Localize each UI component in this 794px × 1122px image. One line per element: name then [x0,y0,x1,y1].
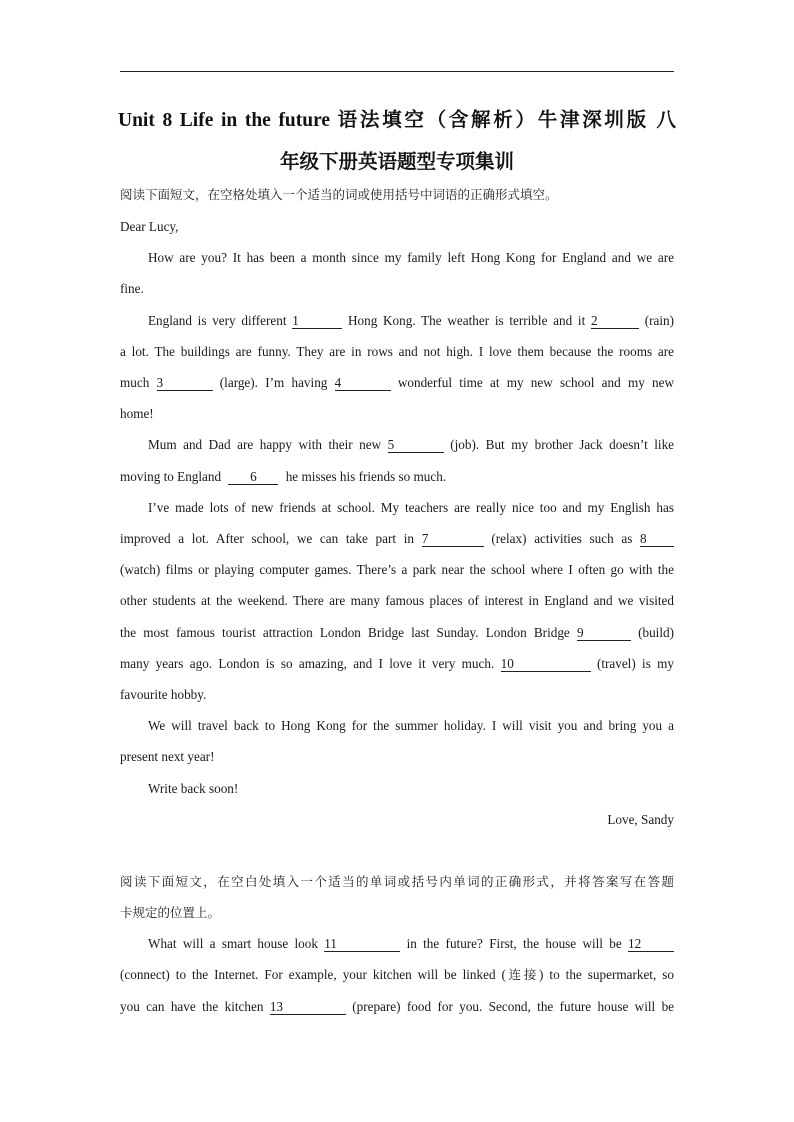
section2-instruction: 卡规定的位置上。 [120,905,221,920]
blank-6[interactable]: 6 [228,470,278,485]
text-segment: much [120,375,150,390]
text-segment: (rain) [644,313,675,328]
text-segment: Mum and Dad are happy with their new [148,437,382,452]
text-segment: What will a smart house look [148,936,318,951]
text-segment: England is very different [148,313,287,328]
paragraph-line [120,656,674,672]
paragraph-line [120,999,674,1015]
text-segment: (connect) to the Internet. For example, your kitchen will be linked ( [120,967,506,982]
text-segment: (relax) activities such as [491,531,633,546]
letter-closing: Write back soon! [148,781,239,796]
header-rule [120,71,674,72]
blank-3[interactable]: 3 [157,376,213,391]
section1-instruction: 阅读下面短文，在空格处填入一个适当的词或使用括号中词语的正确形式填空。 [120,187,558,202]
text-segment: many years ago. London is so amazing, and I love it very much. [120,656,495,671]
blank-5[interactable]: 5 [388,438,444,453]
paragraph-line: favourite hobby. [120,687,207,702]
text-segment: moving to England [120,469,222,484]
text-segment: in the future? First, the house will be [406,936,622,951]
text-segment: you can have the kitchen [120,999,264,1014]
blank-12[interactable]: 12 [628,937,674,952]
text-segment: he misses his friends so much. [285,469,447,484]
paragraph-line: I’ve made lots of new friends at school. My teachers are really nice too and my English has [148,500,674,515]
text-segment: (large). I’m having [219,375,328,390]
text-segment: the most famous tourist attraction London Bridge last Sunday. London Bridge [120,625,570,640]
text-segment: Hong Kong. The weather is terrible and it [348,313,586,328]
text-segment: ) to the supermarket, so [539,967,674,982]
paragraph-line [148,936,674,952]
letter-signature: Love, Sandy [607,812,674,827]
chinese-gloss: 连接 [505,967,540,982]
paragraph-line [120,375,674,391]
paragraph-line: We will travel back to Hong Kong for the summer holiday. I will visit you and bring you a [148,718,674,733]
paragraph-line [120,625,674,641]
text-segment: (job). But my brother Jack doesn’t like [450,437,675,452]
paragraph-line [120,469,674,485]
blank-2[interactable]: 2 [591,314,639,329]
paragraph-line: fine. [120,281,144,296]
paragraph-line: present next year! [120,749,215,764]
text-segment: (travel) is my [596,656,675,671]
paragraph-line: (watch) films or playing computer games. There’s a park near the school where I often go with the [120,562,674,577]
paragraph-line: home! [120,406,154,421]
paragraph-line: a lot. The buildings are funny. They are in rows and not high. I love them because the rooms are [120,344,674,359]
blank-13[interactable]: 13 [270,1000,346,1015]
blank-8[interactable]: 8 [640,532,674,547]
blank-4[interactable]: 4 [335,376,391,391]
paragraph-line [120,967,674,983]
blank-1[interactable]: 1 [292,314,342,329]
paragraph-line: other students at the weekend. There are many famous places of interest in England and we visited [120,593,674,608]
text-segment: (build) [638,625,674,640]
letter-salutation: Dear Lucy, [120,219,179,234]
paragraph-line [148,313,674,329]
text-segment: wonderful time at my new school and my new [397,375,674,390]
text-segment: improved a lot. After school, we can take part in [120,531,414,546]
blank-7[interactable]: 7 [422,532,484,547]
page-title-line-2: 年级下册英语题型专项集训 [279,152,514,173]
paragraph-line [148,437,674,453]
paragraph-line [120,531,674,547]
blank-9[interactable]: 9 [577,626,631,641]
paragraph-line: How are you? It has been a month since my family left Hong Kong for England and we are [148,250,674,265]
section2-instruction: 阅读下面短文，在空白处填入一个适当的单词或括号内单词的正确形式，并将答案写在答题 [120,874,674,889]
page-title-line-1: Unit 8 Life in the future 语法填空（含解析）牛津深圳版 八 [118,110,676,131]
text-segment: (prepare) food for you. Second, the future house will be [352,999,675,1014]
blank-10[interactable]: 10 [501,657,591,672]
blank-11[interactable]: 11 [324,937,400,952]
